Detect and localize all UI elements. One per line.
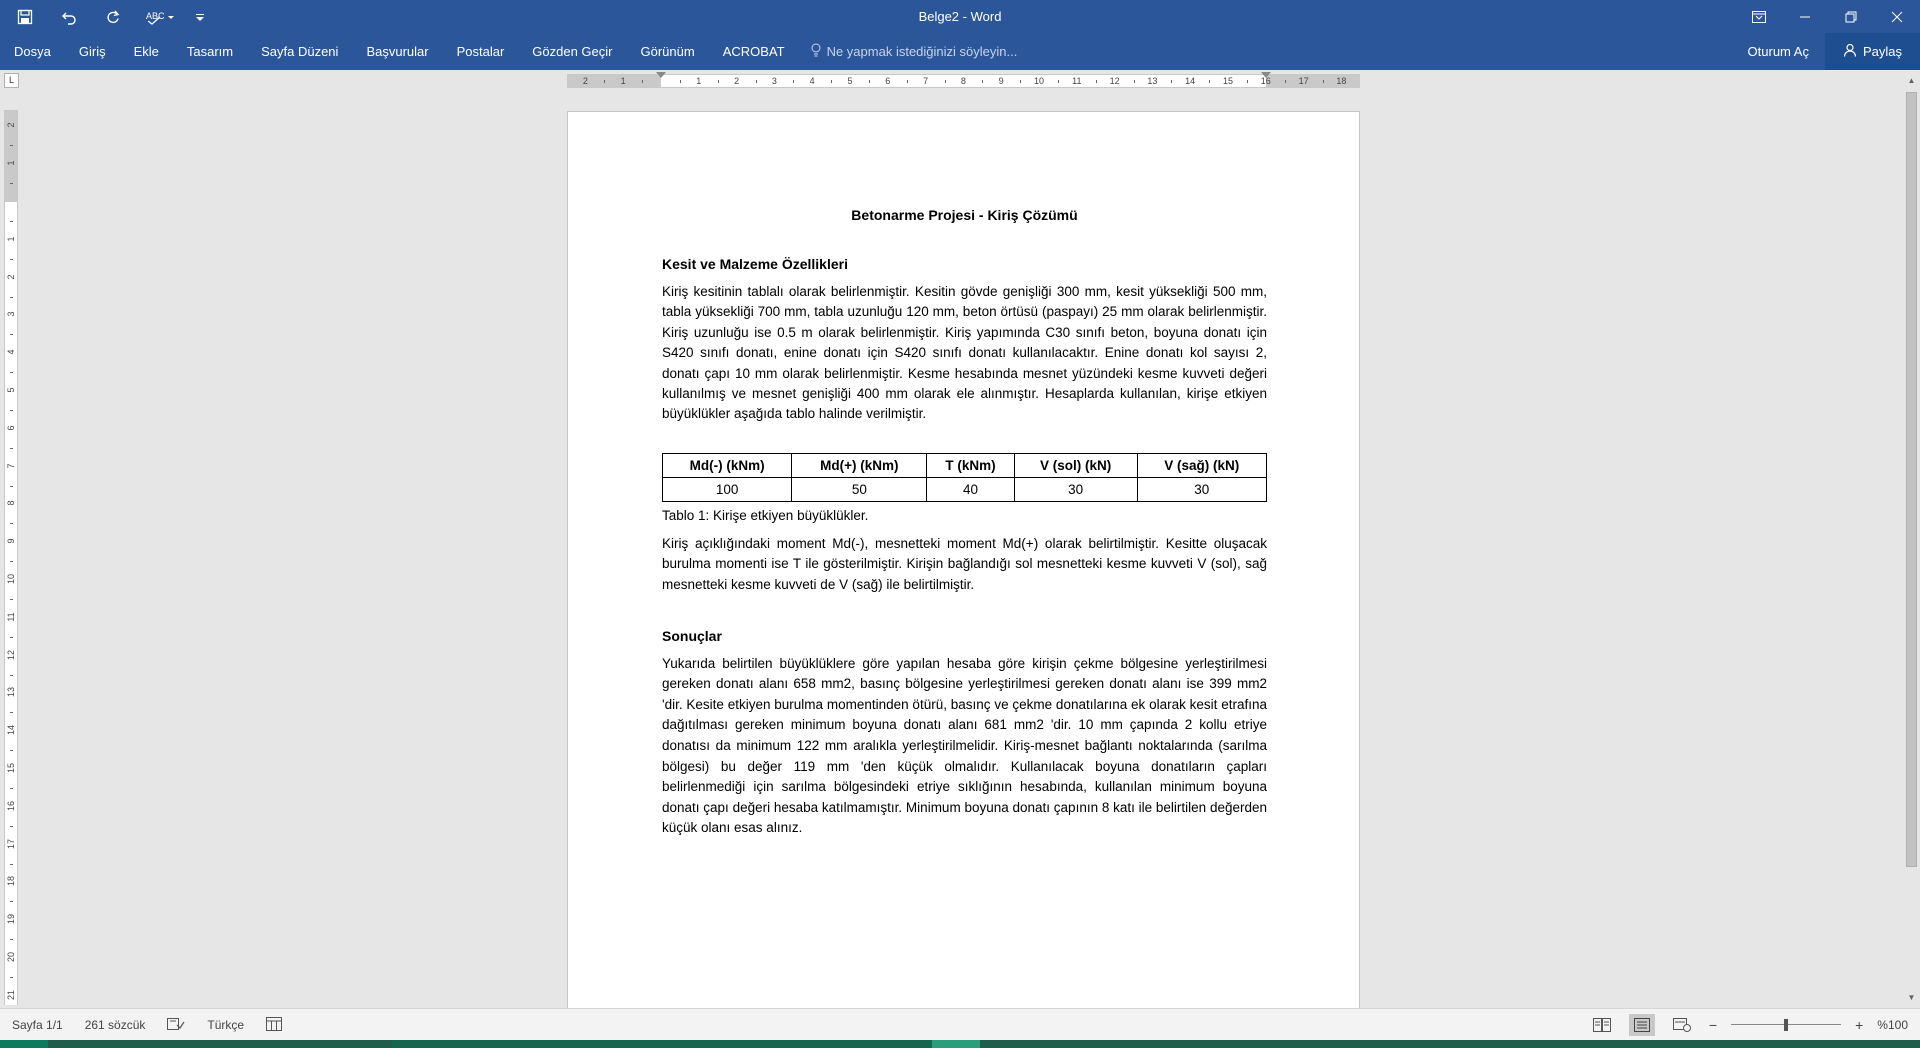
share-button[interactable] [1825,33,1920,70]
ruler-tick [10,712,13,713]
ruler-number: 3 [6,311,16,317]
web-layout-icon[interactable] [1669,1014,1695,1036]
ruler-number: 6 [885,76,891,86]
table-row [663,477,1267,501]
ruler-number: 8 [6,500,16,506]
ruler-number: 17 [6,838,16,849]
table-header-cell[interactable]: V (sağ) (kN) [1137,453,1266,477]
paragraph-properties[interactable]: Kiriş kesitinin tablalı olarak belirlenmiştir. Kesitin gövde genişliği 300 mm, kesit yüksekliği 500 mm, tabla yüksekliği 700 mm, tabla uzunluğu 120 mm, beton örtüsü (paspayı) 25 mm olarak belirlenmiştir. Kiriş uzunluğu ise 0.5 m olarak belirlenmiştir. Kiriş yapımında C30 sınıfı beton, boyuna donatı için S420 sınıfı donatı, enine donatı için S420 sınıfı donatı kullanılacaktır. Enine donatı kol sayısı 2, donatı çapı 10 mm olarak belirlenmiştir. Kesme hesabında mesnet yüzündeki kesme kuvveti değeri kullanılmış ve mesnet genişliği 400 mm olarak ele alınmıştır. Hesaplarda kullanılan, kirişe etkiyen büyüklükler aşağıda tablo halinde verilmiştir. [662,284,1267,422]
ruler-tick [1323,80,1324,83]
table-header-cell[interactable]: Md(+) (kNm) [792,453,927,477]
ruler-number: 13 [1147,76,1158,86]
ruler-number: 10 [1033,76,1045,86]
lightbulb-icon [811,43,821,60]
ruler-tick [10,372,13,373]
table-header-cell[interactable]: T (kNm) [927,453,1014,477]
ruler-number: 12 [1109,76,1120,86]
ruler-number: 1 [696,76,702,86]
ruler-number: 7 [923,76,929,86]
document-title[interactable]: Betonarme Projesi - Kiriş Çözümü [851,207,1078,223]
ruler-tick [756,80,757,83]
taskbar-segment [0,1040,48,1048]
ruler-number: 1 [6,236,16,242]
macro-recording-icon[interactable] [266,1017,282,1034]
close-icon[interactable] [1874,0,1920,33]
ribbon-display-options-icon[interactable] [1736,0,1782,33]
ruler-tick [10,486,13,487]
table-cell[interactable]: 30 [1014,477,1137,501]
ruler-tick [793,80,794,83]
ruler-tick [10,183,13,184]
ruler-tick [604,80,605,83]
ruler-number: 21 [6,989,16,1000]
ruler-number: 2 [582,76,588,86]
ruler-tick [10,259,13,260]
minimize-icon[interactable] [1782,0,1828,33]
ruler-tick [10,637,13,638]
ruler-number: 16 [6,800,16,811]
section-heading-properties[interactable]: Kesit ve Malzeme Özellikleri [662,256,848,272]
ruler-number: 3 [771,76,777,86]
title-bar [0,0,1920,33]
status-left [12,1009,282,1041]
section-heading-results[interactable]: Sonuçlar [662,627,722,644]
ruler-number: 18 [1336,76,1347,86]
loads-table[interactable] [662,453,1267,502]
ruler-number: 19 [6,914,16,925]
proofing-icon[interactable] [167,1017,185,1034]
vertical-scrollbar[interactable] [1903,70,1920,1008]
document-page[interactable] [567,111,1360,1011]
ruler-tick [1020,80,1021,83]
window-title: Belge2 - Word [918,9,1002,24]
zoom-level[interactable]: %100 [1877,1018,1908,1032]
person-icon [1843,43,1857,60]
ruler-tick [10,297,13,298]
svg-text:ABC: ABC [146,10,165,21]
ruler-number: 18 [6,876,16,887]
ruler-tick [10,901,13,902]
tab-insert[interactable]: Ekle [133,44,159,59]
ruler-number: 11 [6,612,16,622]
ruler-number: 4 [809,76,815,86]
ribbon-right-actions [1732,33,1920,70]
ruler-number: 9 [998,76,1004,86]
ruler-tick [10,334,13,335]
ruler-tick [10,145,13,146]
status-bar [0,1008,1920,1040]
table-cell[interactable]: 30 [1137,477,1266,501]
ribbon-tabs [0,33,1017,70]
tab-mailings[interactable]: Postalar [456,44,505,59]
zoom-slider-knob[interactable] [1784,1019,1788,1031]
ruler-tick [982,80,983,83]
word-count[interactable]: 261 sözcük [84,1018,146,1032]
ruler-number: 5 [6,387,16,393]
taskbar-segment [392,1040,932,1048]
indent-marker[interactable] [656,72,666,78]
ruler-number: 15 [1222,76,1234,86]
ruler-tick [1171,80,1172,83]
ruler-tick [1247,80,1248,83]
tell-me-box[interactable] [811,43,1018,60]
restore-icon[interactable] [1828,0,1874,33]
ruler-number: 20 [6,952,16,963]
table-cell[interactable]: 40 [927,477,1014,501]
ruler-tick [869,80,870,83]
ruler-number: 8 [960,76,966,86]
tab-selector[interactable]: L [4,73,19,88]
ruler-number: 1 [620,76,626,86]
ruler-number: 4 [6,349,16,355]
tab-acrobat[interactable]: ACROBAT [722,44,785,59]
ruler-row [0,70,1920,92]
ruler-number: 10 [6,574,16,585]
ruler-tick [1134,80,1135,83]
tab-file[interactable]: Dosya [14,44,51,59]
table-cell[interactable]: 50 [792,477,927,501]
ruler-number: 9 [6,538,16,544]
ruler-tick [10,864,13,865]
ruler-tick [680,80,681,83]
ruler-number: 2 [6,274,16,280]
ruler-number: 16 [1260,76,1271,86]
ruler-number: 6 [6,425,16,431]
ruler-tick [10,675,13,676]
ruler-number: 14 [6,725,16,736]
vertical-ruler[interactable] [4,110,18,1005]
scroll-thumb[interactable] [1906,92,1917,867]
ruler-number: 5 [847,76,853,86]
tab-design[interactable]: Tasarım [186,44,234,59]
window-controls [1736,0,1920,33]
ruler-tick [10,977,13,978]
page-count[interactable]: Sayfa 1/1 [12,1018,63,1032]
ruler-number: 1 [6,160,16,166]
taskbar-segment [932,1040,980,1048]
ruler-tick [10,826,13,827]
ruler-tick [10,561,13,562]
ruler-number: 15 [6,763,16,774]
tab-view[interactable]: Görünüm [640,44,695,59]
tab-home[interactable]: Giriş [78,44,106,59]
table-caption[interactable]: Tablo 1: Kirişe etkiyen büyüklükler. [662,507,869,523]
ruler-tick [945,80,946,83]
ruler-number: 2 [734,76,740,86]
ruler-number: 2 [6,122,16,128]
document-content[interactable] [662,207,1267,839]
ruler-tick [10,788,13,789]
sign-in-link[interactable]: Oturum Aç [1747,44,1809,59]
share-label: Paylaş [1862,44,1902,59]
ruler-tick [1209,80,1210,83]
ruler-number: 11 [1072,76,1082,86]
ruler-number: 7 [6,463,16,469]
taskbar-strip [0,1040,1920,1048]
ruler-tick [10,939,13,940]
ruler-number: 12 [6,649,16,660]
ruler-number: 17 [1298,76,1309,86]
ruler-tick [10,523,13,524]
ruler-tick [1058,80,1059,83]
ruler-tick [10,448,13,449]
scroll-up-icon[interactable]: ▲ [1907,76,1916,85]
status-right [1589,1009,1908,1041]
read-mode-icon[interactable] [1589,1014,1615,1036]
zoom-in-icon[interactable]: + [1855,1017,1864,1033]
ruler-number: 13 [6,687,16,698]
ruler-tick [907,80,908,83]
ruler-tick [10,410,13,411]
ruler-tick [10,221,13,222]
ruler-tick [718,80,719,83]
ruler-left-margin [567,75,661,87]
table-cell[interactable]: 100 [663,477,792,501]
ruler-tick [642,80,643,83]
ribbon-tabs-bar [0,33,1920,70]
ruler-tick [10,599,13,600]
tell-me-placeholder: Ne yapmak istediğinizi söyleyin... [826,44,1018,59]
paragraph-results[interactable]: Yukarıda belirtilen büyüklüklere göre yapılan hesaba göre kirişin çekme bölgesine yerleştirilmesi gereken donatı alanı 658 mm2, basınç bölgesine yerleştirilmesi gereken donatı alanı ise 399 mm2 'dir. Kesite etkiyen burulma momentinden ötürü, basınç ve çekme donatılarına ek olarak kesit etrafına dağıtılması gereken minimum boyuna donatı alanı 681 mm2 'dir. 10 mm çapında 2 kollu etriye donatısı da minimum 122 mm aralıkla yerleştirilmelidir. Kiriş-mesnet bağlantı noktalarında (sarılma bölgesi) bu değer 119 mm 'den küçük olmalıdır. Kullanılacak boyuna donatıların çapları belirlenmediği için sarılma bölgesindeki etriye sıklığının hesabında, kullanılan minimum boyuna donatı çapı değeri hesaba katılmamıştır. Minimum boyuna donatı çapının 8 katı ile belirtilen değerden küçük olanı esas alınız. [662,655,1267,836]
paragraph-loads-description[interactable]: Kiriş açıklığındaki moment Md(-), mesnetteki moment Md(+) olarak belirtilmiştir. Kesitte oluşacak burulma momenti ise T ile gösterilmiştir. Kirişin bağlandığı sol mesnetteki kesme kuvveti V (sol), sağ mesnetteki kesme kuvveti de V (sağ) ile belirtilmiştir. [662,535,1267,593]
table-header-cell[interactable]: V (sol) (kN) [1014,453,1137,477]
scroll-down-icon[interactable]: ▼ [1907,993,1916,1002]
tab-references[interactable]: Başvurular [366,44,429,59]
table-header-cell[interactable]: Md(-) (kNm) [663,453,792,477]
ruler-number: 14 [1185,76,1196,86]
ruler-tick [10,750,13,751]
zoom-out-icon[interactable]: − [1708,1017,1718,1033]
tab-layout[interactable]: Sayfa Düzeni [261,44,339,59]
indent-marker[interactable] [1261,72,1271,78]
zoom-slider[interactable] [1731,1018,1841,1032]
horizontal-ruler[interactable] [567,74,1360,88]
ruler-tick [1096,80,1097,83]
tab-review[interactable]: Gözden Geçir [532,44,613,59]
table-header-row [663,453,1267,477]
language-indicator[interactable]: Türkçe [207,1018,245,1032]
print-layout-icon[interactable] [1629,1014,1655,1036]
ruler-tick [1285,80,1286,83]
ruler-tick [831,80,832,83]
